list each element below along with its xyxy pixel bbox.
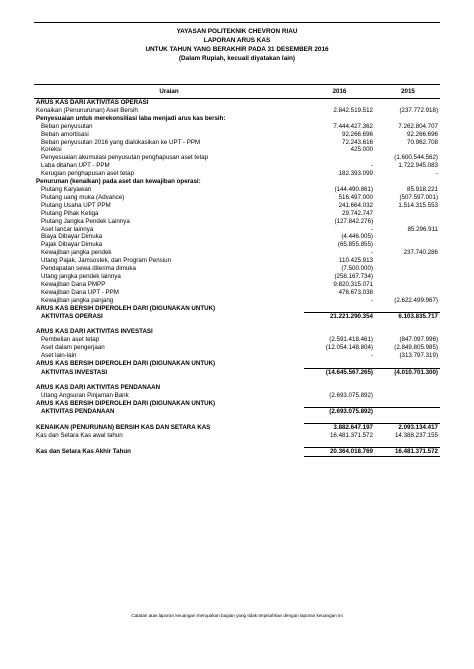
value-2015 xyxy=(376,360,440,368)
row-label: Kenaikan (Penunurunan) Aset Bersih xyxy=(36,106,138,114)
row-label: Pembelian aset tetap xyxy=(41,336,100,344)
value-2016: (2.591.418.461) xyxy=(329,336,373,344)
row-label: Beban amortisasi xyxy=(41,130,89,138)
row-label: Pendapatan sewa diterima dimuka xyxy=(41,265,136,273)
row-label: Piutang uang muka (Advance) xyxy=(41,193,125,201)
value-2016: 241.664.032 xyxy=(338,201,373,209)
value-2016 xyxy=(304,384,376,392)
table-row xyxy=(34,162,440,170)
row-label: Koreksi xyxy=(41,146,62,154)
table-row xyxy=(34,154,440,162)
value-2016: 425.000 xyxy=(350,146,373,154)
value-2016: 16.481.371.572 xyxy=(329,432,373,440)
value-2016 xyxy=(304,178,376,186)
currency-note: (Dalam Rupiah, kecuali diyatakan lain) xyxy=(178,55,296,62)
value-2015 xyxy=(376,281,440,289)
value-2015 xyxy=(376,210,440,218)
value-2016 xyxy=(304,115,376,123)
value-2015 xyxy=(376,328,440,336)
table-row xyxy=(34,328,440,336)
value-2016: 21.221.290.354 xyxy=(304,313,376,321)
row-label: Beban penyusutan 2016 yang dialokasikan ke UPT - PPM xyxy=(41,138,201,146)
value-2015 xyxy=(376,400,440,408)
row-label: Kewajiban Dana UPT - PPM xyxy=(41,288,119,296)
row-label: Kas dan Setara Kas Akhir Tahun xyxy=(36,448,131,456)
value-2016: 110.425.913 xyxy=(339,257,373,265)
value-2015 xyxy=(376,233,440,241)
row-label: ARUS KAS BERSIH DIPEROLEH DARI (DIGUNAKAN UNTUK) xyxy=(36,399,216,407)
table-row xyxy=(34,289,440,297)
value-2016: (2.693.075.892) xyxy=(304,408,376,416)
value-2016: (144.490.861) xyxy=(334,185,373,193)
value-2016 xyxy=(304,416,376,424)
table-row xyxy=(34,297,440,305)
row-label xyxy=(34,416,304,424)
table-row xyxy=(34,400,440,408)
value-2015 xyxy=(376,99,440,107)
table-row xyxy=(34,305,440,313)
value-2016: 29.742.747 xyxy=(342,209,373,217)
value-2015 xyxy=(376,178,440,186)
table-row xyxy=(34,281,440,289)
value-2015: 70.962.708 xyxy=(407,138,438,146)
value-2015: 2.093.134.417 xyxy=(376,424,440,432)
table-row xyxy=(34,448,440,457)
value-2016: - xyxy=(370,296,373,304)
table-row xyxy=(34,336,440,344)
row-label xyxy=(34,440,304,448)
column-header-uraian: Uraian xyxy=(34,85,304,99)
row-label: Penurunan (kenaikan) pada aset dan kewajiban operasi: xyxy=(36,178,201,186)
table-row xyxy=(34,249,440,257)
statement-header xyxy=(34,27,440,63)
row-label: Aset dalam pengerjaan xyxy=(41,344,105,352)
table-row xyxy=(34,368,440,376)
value-2016: - xyxy=(370,249,373,257)
value-2015: 85.918.221 xyxy=(407,185,438,193)
value-2016 xyxy=(304,440,376,448)
row-label: Piutang Pihak Ketiga xyxy=(41,209,99,217)
table-row xyxy=(34,352,440,360)
cash-flow-table xyxy=(34,84,440,457)
value-2016 xyxy=(304,154,376,162)
table-row xyxy=(34,392,440,400)
spacer-row xyxy=(34,440,440,448)
value-2015: (1.600.544.562) xyxy=(394,154,438,162)
value-2015 xyxy=(376,289,440,297)
table-row xyxy=(34,360,440,368)
row-label: Utang jangka pendek lainnya xyxy=(41,272,121,280)
value-2016 xyxy=(304,305,376,313)
value-2015: 1.514.315.553 xyxy=(398,201,438,209)
row-label: Piutang Usaha UPT PPM xyxy=(41,201,111,209)
value-2015 xyxy=(376,146,440,154)
table-row xyxy=(34,170,440,178)
value-2016: 476.673.038 xyxy=(338,288,373,296)
table-row xyxy=(34,226,440,234)
value-2015 xyxy=(376,384,440,392)
value-2016: (14.645.567.265) xyxy=(304,368,376,376)
row-label: KENAIKAN (PENURUNAN) BERSIH KAS DAN SETARA KAS xyxy=(36,424,211,432)
value-2016: - xyxy=(370,352,373,360)
value-2016: - xyxy=(370,225,373,233)
table-row xyxy=(34,186,440,194)
row-label: Biaya Dibayar Dimuka xyxy=(41,233,103,241)
row-label: Penyesuaian akumulasi penyusutan penghapusan aset tetap xyxy=(41,154,209,162)
table-row xyxy=(34,107,440,115)
value-2015: 85.296.911 xyxy=(407,225,438,233)
row-label: ARUS KAS DARI AKTIVITAS OPERASI xyxy=(36,99,149,106)
row-label: ARUS KAS BERSIH DIPEROLEH DARI (DIGUNAKAN UNTUK) xyxy=(36,304,216,312)
value-2016: (2.693.075.892) xyxy=(329,391,373,399)
value-2015 xyxy=(376,273,440,281)
table-row xyxy=(34,273,440,281)
row-label: Piutang Karyawan xyxy=(41,185,92,193)
row-label: Kewajiban Dana PMPP xyxy=(41,280,106,288)
value-2016: (258.167.734) xyxy=(334,272,373,280)
row-label: Laba ditahan UPT - PPM xyxy=(41,162,110,170)
row-label xyxy=(34,377,304,384)
value-2015: 92.266.696 xyxy=(407,130,438,138)
table-row xyxy=(34,139,440,147)
value-2015: 16.481.371.572 xyxy=(376,448,440,457)
table-row xyxy=(34,384,440,392)
value-2015 xyxy=(376,416,440,424)
value-2016 xyxy=(304,360,376,368)
value-2016: (127.842.276) xyxy=(334,217,373,225)
table-row xyxy=(34,210,440,218)
value-2015: - xyxy=(435,170,438,178)
value-2016: - xyxy=(370,162,373,170)
value-2016: (4.446.005) xyxy=(341,233,373,241)
value-2015: 14.388.237.155 xyxy=(394,432,438,440)
report-period: UNTUK TAHUN YANG BERAKHIR PADA 31 DESEMBER 2016 xyxy=(145,46,329,53)
value-2016: (7.500.000) xyxy=(341,265,373,273)
row-label: Piutang Jangka Pendek Lainnya xyxy=(41,217,130,225)
value-2016: (12.054.148.804) xyxy=(325,344,373,352)
row-label: Pajak Dibayar Dimuka xyxy=(41,241,103,249)
column-header-2016: 2016 xyxy=(304,85,376,99)
value-2016: 182.393.099 xyxy=(338,170,373,178)
value-2016: 92.266.696 xyxy=(342,130,373,138)
value-2015: 237.740.286 xyxy=(403,249,438,257)
table-body xyxy=(34,99,440,457)
table-row xyxy=(34,313,440,321)
spacer-row xyxy=(34,377,440,384)
value-2015: 1.722.945.083 xyxy=(398,162,438,170)
value-2016: 72.243.616 xyxy=(342,138,373,146)
row-label: AKTIVITAS INVESTASI xyxy=(41,368,108,376)
value-2015 xyxy=(376,377,440,384)
value-2016: 3.882.647.197 xyxy=(304,424,376,432)
row-label: Beban penyusutan xyxy=(41,122,93,130)
table-row xyxy=(34,123,440,131)
value-2016: 516.497.000 xyxy=(338,193,373,201)
value-2015 xyxy=(376,392,440,400)
table-row xyxy=(34,265,440,273)
column-header-2015: 2015 xyxy=(376,85,440,99)
row-label: ARUS KAS BERSIH DIPEROLEH DARI (DIGUNAKAN UNTUK) xyxy=(36,360,216,368)
value-2015: 7.262.804.707 xyxy=(398,122,438,130)
table-header-row xyxy=(34,85,440,99)
value-2015 xyxy=(376,440,440,448)
table-row xyxy=(34,408,440,416)
row-label: Utang Pajak, Jamsostek, dan Program Pensiun xyxy=(41,257,172,265)
organization-name: YAYASAN POLITEKNIK CHEVRON RIAU xyxy=(176,28,298,35)
table-row xyxy=(34,131,440,139)
value-2015 xyxy=(376,321,440,328)
spacer-row xyxy=(34,321,440,328)
row-label: Utang Angsuran Pinjaman Bank xyxy=(41,391,129,399)
row-label: Kerugian penghapusan aset tetap xyxy=(41,170,134,178)
table-row xyxy=(34,115,440,123)
row-label xyxy=(34,321,304,328)
table-row xyxy=(34,194,440,202)
value-2016: 9.820.315.071 xyxy=(333,280,373,288)
row-label: Aset lain-lain xyxy=(41,352,77,360)
row-label: ARUS KAS DARI AKTIVITAS INVESTASI xyxy=(36,328,153,336)
value-2016 xyxy=(304,321,376,328)
table-row xyxy=(34,257,440,265)
table-row xyxy=(34,241,440,249)
table-row xyxy=(34,146,440,154)
value-2015: (847.097.996) xyxy=(399,336,438,344)
value-2015: 6.103.835.717 xyxy=(376,313,440,321)
row-label: Aset lancar lainnya xyxy=(41,225,94,233)
value-2015: (4.010.701.300) xyxy=(376,368,440,376)
table-row xyxy=(34,424,440,432)
value-2015 xyxy=(376,241,440,249)
table-row xyxy=(34,202,440,210)
table-row xyxy=(34,233,440,241)
row-label: Kas dan Setara Kas awal tahun xyxy=(36,432,123,440)
row-label: AKTIVITAS PENDANAAN xyxy=(41,408,115,416)
value-2016: (65.855.855) xyxy=(337,241,373,249)
row-label: Kewajiban jangka pendek xyxy=(41,249,112,257)
value-2016: 20.364.018.769 xyxy=(304,448,376,457)
value-2015: (2.622.499.967) xyxy=(394,296,438,304)
value-2015 xyxy=(376,408,440,416)
value-2015 xyxy=(376,305,440,313)
table-row xyxy=(34,178,440,186)
row-label: ARUS KAS DARI AKTIVITAS PENDANAAN xyxy=(36,383,161,391)
value-2015: (313.797.319) xyxy=(399,352,438,360)
table-row xyxy=(34,432,440,440)
value-2015 xyxy=(376,218,440,226)
value-2016: 7.444.427.362 xyxy=(333,122,373,130)
value-2016 xyxy=(304,328,376,336)
value-2015 xyxy=(376,257,440,265)
spacer-row xyxy=(34,416,440,424)
value-2016 xyxy=(304,377,376,384)
value-2016 xyxy=(304,99,376,107)
value-2015 xyxy=(376,265,440,273)
value-2015: (507.597.001) xyxy=(399,193,438,201)
row-label: Penyesuaian untuk merekonsiliasi laba menjadi arus kas bersih: xyxy=(36,114,226,122)
row-label: Kewajiban jangka panjang xyxy=(41,296,114,304)
value-2016 xyxy=(304,400,376,408)
table-row xyxy=(34,344,440,352)
value-2015 xyxy=(376,115,440,123)
table-row xyxy=(34,99,440,107)
report-title: LAPORAN ARUS KAS xyxy=(203,37,271,44)
value-2015: (237.772.918) xyxy=(399,106,438,114)
footer-note: Catatan atas laporan keuangan merupakan bagian yang tidak terpisahkan dengan laporan keuangan ini xyxy=(131,613,343,618)
value-2015: (2.849.805.985) xyxy=(394,344,438,352)
row-label: AKTIVITAS OPERASI xyxy=(41,313,103,321)
table-row xyxy=(34,218,440,226)
value-2016: 2.842.519.512 xyxy=(333,106,373,114)
